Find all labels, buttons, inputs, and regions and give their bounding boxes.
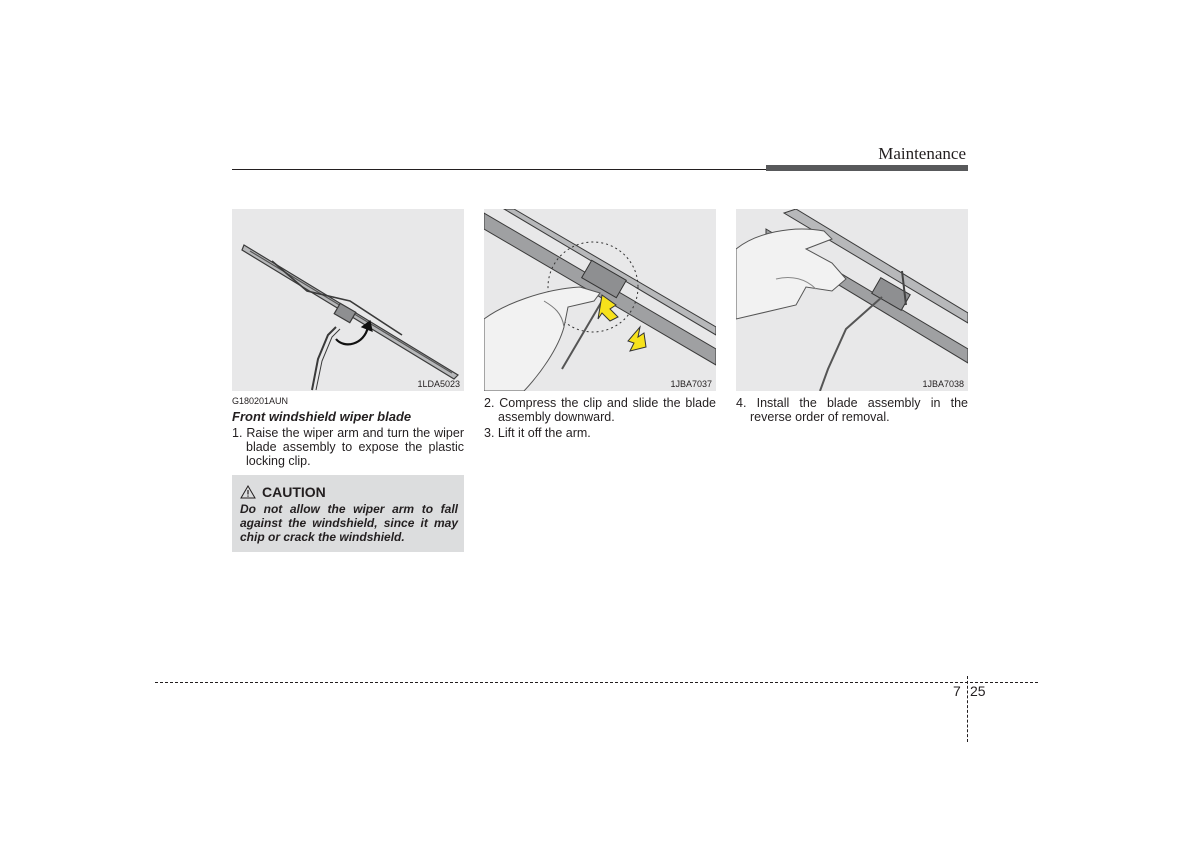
- section-code: G180201AUN: [232, 396, 289, 406]
- footer-rule: [155, 682, 1038, 683]
- figure-code: 1JBA7037: [670, 379, 712, 389]
- figure-install-blade: [736, 209, 968, 391]
- figure-raise-wiper-arm: [232, 209, 464, 391]
- wiper-arm-illustration: [232, 209, 464, 391]
- caution-box: [232, 475, 464, 552]
- chapter-number: 7: [953, 683, 961, 699]
- figure-code: 1LDA5023: [417, 379, 460, 389]
- step-4: 4. Install the blade assembly in the reverse order of removal.: [736, 396, 968, 424]
- step-3: 3. Lift it off the arm.: [484, 426, 591, 440]
- clip-compress-illustration: [484, 209, 716, 391]
- step-1: 1. Raise the wiper arm and turn the wiper blade assembly to expose the plastic locking clip.: [232, 426, 464, 468]
- blade-install-illustration: [736, 209, 968, 391]
- step-2: 2. Compress the clip and slide the blade assembly downward.: [484, 396, 716, 424]
- warning-triangle-icon: [240, 485, 256, 499]
- page-number: 25: [970, 683, 986, 699]
- footer-divider: [967, 676, 968, 742]
- section-title: Maintenance: [878, 144, 966, 163]
- section-heading: Front windshield wiper blade: [232, 409, 412, 424]
- caution-text: Do not allow the wiper arm to fall against the windshield, since it may chip or crack the windshield.: [240, 502, 458, 544]
- figure-compress-clip: [484, 209, 716, 391]
- header-accent-bar: [766, 165, 968, 171]
- caution-title: CAUTION: [262, 484, 326, 500]
- figure-code: 1JBA7038: [922, 379, 964, 389]
